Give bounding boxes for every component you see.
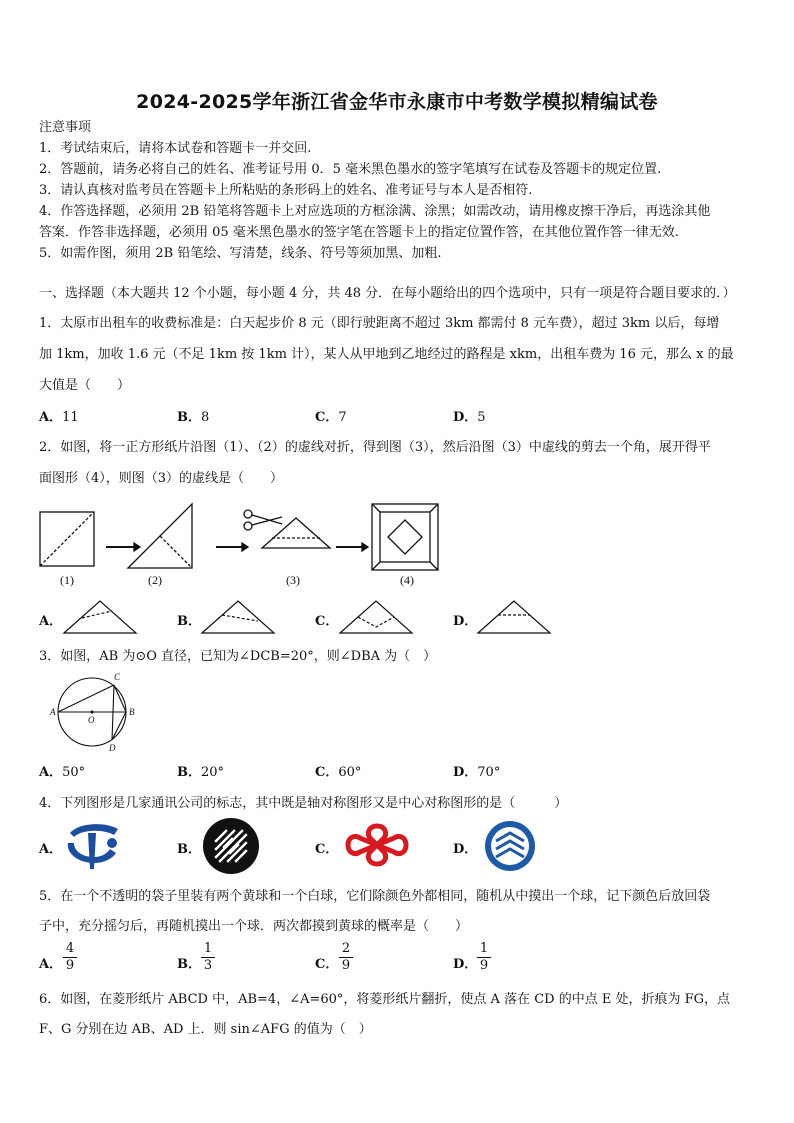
option-label: D． xyxy=(453,410,478,425)
q5-option-b[interactable] xyxy=(177,953,201,972)
q5-option-b-fraction xyxy=(201,941,215,974)
point-label-a: A xyxy=(50,707,56,717)
q5-option-d[interactable] xyxy=(453,953,477,972)
fraction-numerator: 4 xyxy=(65,941,75,956)
q6-line: 6．如图，在菱形纸片 ABCD 中，AB=4，∠A=60°，将菱形纸片翻折，使点 A 落在 CD 的中点 E 处，折痕为 FG，点 xyxy=(39,992,730,1007)
option-label: D． xyxy=(453,957,478,972)
fraction-denominator: 3 xyxy=(203,958,213,973)
q4-option-b[interactable] xyxy=(177,838,201,857)
q5-option-d-fraction xyxy=(477,941,491,974)
q5-option-a[interactable] xyxy=(39,953,62,972)
option-text: 7 xyxy=(338,410,347,425)
q2-option-a-triangle xyxy=(62,597,138,637)
option-label: C． xyxy=(315,614,339,629)
section-heading: 一、选择题（本大题共 12 个小题，每小题 4 分，共 48 分．在每小题给出的四个选项中，只有一项是符合题目要求的．） xyxy=(39,286,736,301)
q2-folding-figure xyxy=(36,500,446,588)
option-label: A． xyxy=(39,957,63,972)
fraction-denominator: 9 xyxy=(341,958,351,973)
china-telecom-logo-icon xyxy=(64,819,122,871)
q2-option-d-triangle xyxy=(476,597,552,637)
option-label: B． xyxy=(177,957,201,972)
arrow-3-head xyxy=(362,543,368,551)
q3-option-b[interactable] xyxy=(177,761,224,780)
option-label: B． xyxy=(177,842,201,857)
q2-option-b-triangle xyxy=(200,597,276,637)
option-text: 11 xyxy=(62,410,79,425)
fig4-diamond xyxy=(388,520,422,554)
q1-line: 1．太原市出租车的收费标准是：白天起步价 8 元（即行驶距离不超过 3km 都需付 8 元车费），超过 3km 以后，每增 xyxy=(39,316,720,331)
fig-label-4: (4) xyxy=(400,573,414,587)
q3-option-c[interactable] xyxy=(315,761,361,780)
q3-circle-figure xyxy=(50,670,140,754)
q3-text: 3．如图，AB 为⊙O 直径，已知为∠DCB=20°，则∠DBA 为（ ） xyxy=(39,649,437,664)
fraction-numerator: 2 xyxy=(341,941,351,956)
china-unicom-knot-logo-icon xyxy=(342,820,412,870)
notice-item: 5．如需作图，须用 2B 铅笔绘、写清楚，线条、符号等须加黑、加粗. xyxy=(39,246,442,261)
option-label: A． xyxy=(39,410,63,425)
q1-line: 加 1km，加收 1.6 元（不足 1km 按 1km 计），某人从甲地到乙地经过的路程是 xkm，出租车费为 16 元，那么 x 的最 xyxy=(39,347,734,362)
option-label: B． xyxy=(177,410,201,425)
option-label: A． xyxy=(39,842,63,857)
q2-option-d[interactable] xyxy=(453,610,477,629)
q4-option-c[interactable] xyxy=(315,838,338,857)
option-text: 20° xyxy=(201,765,225,780)
option-text: 5 xyxy=(477,410,486,425)
q6-line: F、G 分别在边 AB、AD 上．则 sin∠AFG 的值为（ ） xyxy=(39,1022,372,1037)
q5-line: 5．在一个不透明的袋子里装有两个黄球和一个白球，它们除颜色外都相同，随机从中摸出一个球，记下颜色后放回袋 xyxy=(39,889,711,904)
q4-option-a[interactable] xyxy=(39,838,62,857)
point-label-c: C xyxy=(114,672,121,682)
q2-option-a[interactable] xyxy=(39,610,62,629)
notice-heading: 注意事项 xyxy=(39,120,92,135)
option-label: C． xyxy=(315,957,339,972)
point-label-b: B xyxy=(129,707,135,717)
notice-item: 3．请认真核对监考员在答题卡上所粘贴的条形码上的姓名、准考证号与本人是否相符. xyxy=(39,183,533,198)
q4-text: 4．下列图形是几家通讯公司的标志，其中既是轴对称图形又是中心对称图形的是（ ） xyxy=(39,796,568,811)
q1-option-b[interactable] xyxy=(177,406,209,425)
page-title: 2024-2025学年浙江省金华市永康市中考数学模拟精编试卷 xyxy=(136,91,658,113)
q2-option-b[interactable] xyxy=(177,610,201,629)
fraction-denominator: 9 xyxy=(65,958,75,973)
fraction-numerator: 1 xyxy=(479,941,489,956)
q1-option-d[interactable] xyxy=(453,406,486,425)
notice-item: 4．作答选择题，必须用 2B 铅笔将答题卡上对应选项的方框涂满、涂黑；如需改动，请用橡皮擦干净后，再选涂其他 xyxy=(39,204,711,219)
fig-label-3: (3) xyxy=(286,573,300,587)
striped-circle-logo-icon xyxy=(202,817,260,875)
fig3-triangle xyxy=(262,518,330,548)
option-text: 60° xyxy=(338,765,362,780)
fig-label-2: (2) xyxy=(148,573,162,587)
option-label: D． xyxy=(453,842,478,857)
notice-item: 2．答题前，请务必将自己的姓名、准考证号用 0．5 毫米黑色墨水的签字笔填写在试卷及答题卡的规定位置. xyxy=(39,162,662,177)
q1-option-a[interactable] xyxy=(39,406,79,425)
fig4-outer-square xyxy=(372,504,438,570)
option-label: A． xyxy=(39,614,63,629)
q1-line: 大值是（ ） xyxy=(39,378,131,393)
option-text: 50° xyxy=(62,765,86,780)
option-text: 8 xyxy=(201,410,210,425)
option-label: A． xyxy=(39,765,63,780)
arrow-1-head xyxy=(134,543,140,551)
fig2-dashed-line xyxy=(160,536,192,568)
q5-line: 子中，充分摇匀后，再随机摸出一个球．两次都摸到黄球的概率是（ ） xyxy=(39,919,469,934)
fraction-denominator: 9 xyxy=(479,958,489,973)
option-label: C． xyxy=(315,410,339,425)
notice-item: 1．考试结束后，请将本试卷和答题卡一并交回. xyxy=(39,141,312,156)
option-label: D． xyxy=(453,614,478,629)
notice-item: 答案．作答非选择题，必须用 05 毫米黑色墨水的签字笔在答题卡上的指定位置作答，在其他位置作答一律无效. xyxy=(39,225,679,240)
q5-option-c-fraction xyxy=(339,941,353,974)
fig-label-1: (1) xyxy=(60,573,74,587)
q2-line: 2．如图，将一正方形纸片沿图（1）、（2）的虚线对折，得到图（3），然后沿图（3）中虚线的剪去一个角，展开得平 xyxy=(39,440,711,455)
point-label-d: D xyxy=(109,743,116,753)
option-text: 70° xyxy=(477,765,501,780)
option-label: B． xyxy=(177,614,201,629)
option-label: C． xyxy=(315,842,339,857)
q1-option-c[interactable] xyxy=(315,406,347,425)
q4-option-d[interactable] xyxy=(453,838,477,857)
q5-option-c[interactable] xyxy=(315,953,338,972)
point-label-o: O xyxy=(88,715,95,725)
option-label: B． xyxy=(177,765,201,780)
option-label: D． xyxy=(453,765,478,780)
q2-option-c-triangle xyxy=(338,597,414,637)
scissors-icon xyxy=(244,510,282,530)
q3-option-a[interactable] xyxy=(39,761,85,780)
fig1-dashed-diagonal xyxy=(40,512,94,566)
option-label: C． xyxy=(315,765,339,780)
arrow-2-head xyxy=(242,543,248,551)
q2-option-c[interactable] xyxy=(315,610,338,629)
q3-option-d[interactable] xyxy=(453,761,500,780)
q2-line: 面图形（4），则图（3）的虚线是（ ） xyxy=(39,471,284,486)
fraction-numerator: 1 xyxy=(203,941,213,956)
q5-option-a-fraction xyxy=(63,941,77,974)
china-mobile-logo-icon xyxy=(482,819,538,873)
